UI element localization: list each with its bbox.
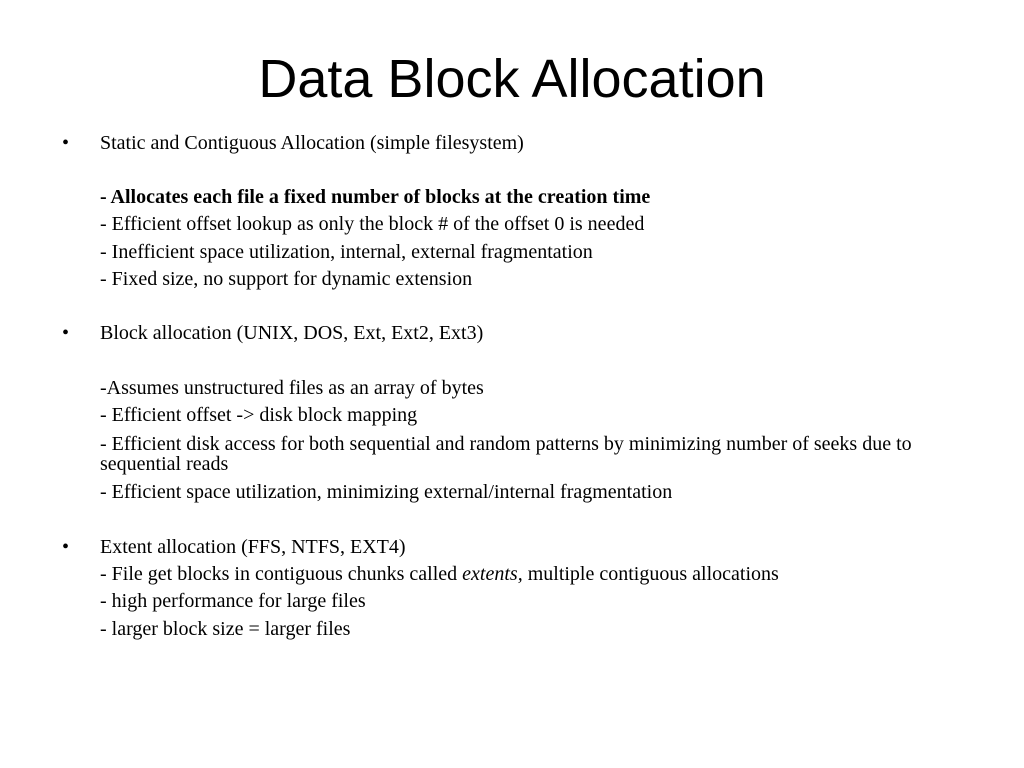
section-1-line-1: - Allocates each file a fixed number of blocks at the creation time (100, 186, 651, 208)
section-2-heading: Block allocation (UNIX, DOS, Ext, Ext2, Ext3) (100, 322, 484, 344)
section-2-line-1: -Assumes unstructured files as an array of bytes (100, 377, 484, 399)
section-1-heading: Static and Contiguous Allocation (simple filesystem) (100, 132, 524, 154)
section-1-line-2: - Efficient offset lookup as only the block # of the offset 0 is needed (100, 213, 645, 235)
section-2-line-2: - Efficient offset -> disk block mapping (100, 404, 418, 426)
section-1-line-3: - Inefficient space utilization, internal, external fragmentation (100, 241, 593, 263)
extents-term: extents, (462, 563, 523, 585)
section-3-line-1-before: - File get blocks in contiguous chunks called (100, 563, 463, 585)
section-3-line-1 (100, 564, 779, 584)
bullet-2: • (62, 322, 70, 344)
bullet-1: • (62, 132, 70, 154)
section-3-line-1-after: multiple contiguous allocations (522, 563, 779, 585)
section-3-heading: Extent allocation (FFS, NTFS, EXT4) (100, 536, 406, 558)
bullet-3: • (62, 536, 70, 558)
section-1-line-4: - Fixed size, no support for dynamic extension (100, 268, 473, 290)
slide-title: Data Block Allocation (258, 49, 766, 109)
section-2-line-3: - Efficient disk access for both sequential and random patterns by minimizing number of seeks due to sequential reads (100, 433, 912, 475)
section-2-line-4: - Efficient space utilization, minimizing external/internal fragmentation (100, 481, 673, 503)
section-3-line-2: - high performance for large files (100, 590, 366, 612)
section-3-line-3: - larger block size = larger files (100, 618, 351, 640)
